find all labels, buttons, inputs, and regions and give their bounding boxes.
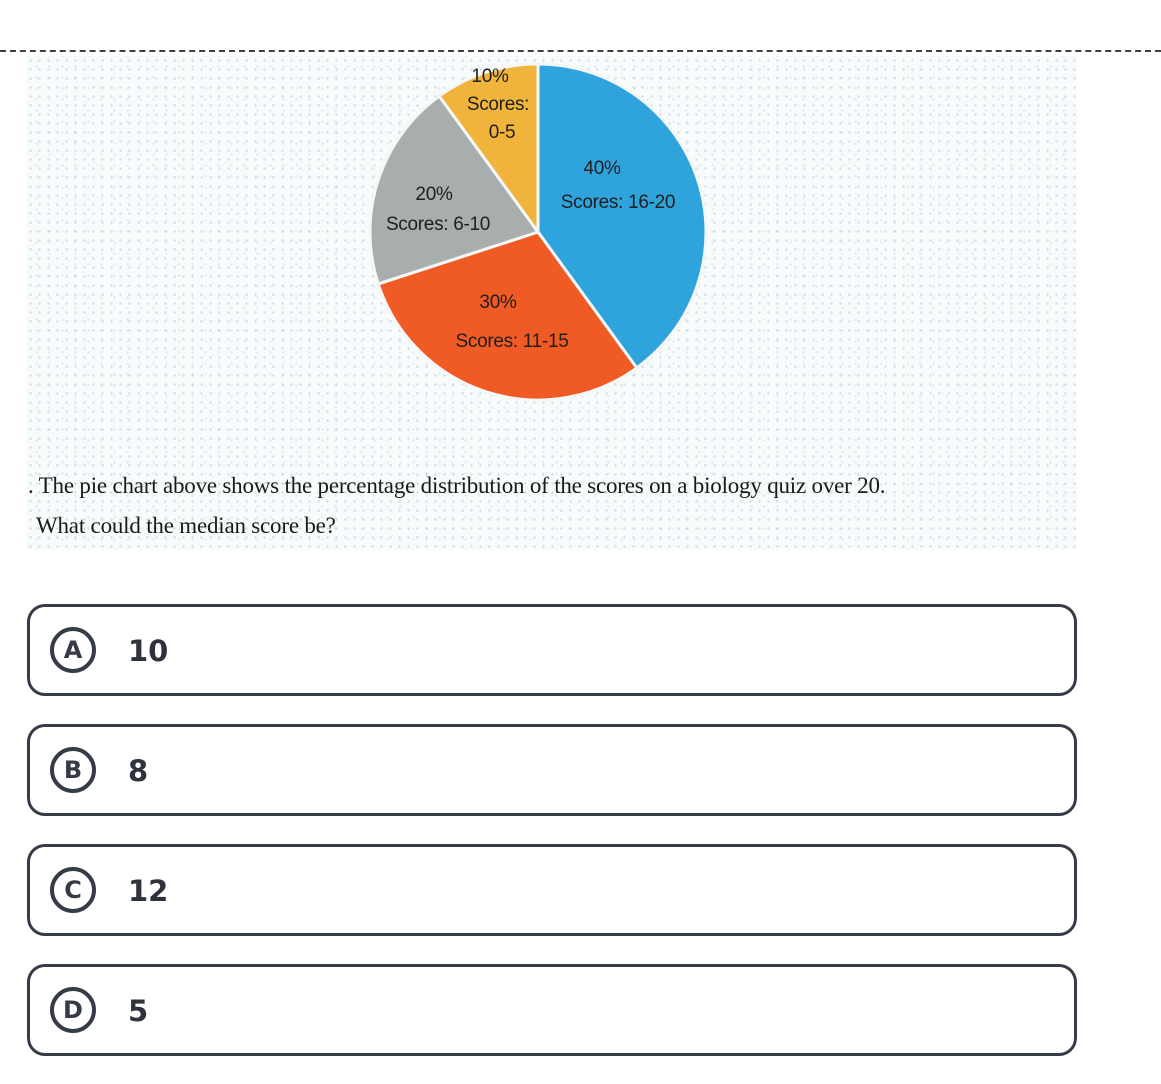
- option-value: 12: [128, 874, 169, 908]
- option-letter-badge: C: [50, 867, 96, 913]
- question-text: [26, 466, 1076, 546]
- option-d[interactable]: [27, 964, 1077, 1056]
- slice-percent-label: 20%: [415, 184, 453, 205]
- question-line-2: What could the median score be?: [36, 513, 336, 538]
- option-letter-badge: D: [50, 987, 96, 1033]
- option-b[interactable]: [27, 724, 1077, 816]
- slice-percent-label: 40%: [583, 158, 621, 179]
- question-image: [26, 56, 1076, 550]
- answer-options: [27, 604, 1077, 1084]
- slice-percent-label: 30%: [479, 292, 517, 313]
- slice-name-label: Scores:: [466, 94, 530, 115]
- option-a[interactable]: [27, 604, 1077, 696]
- option-letter-badge: B: [50, 747, 96, 793]
- slice-range-label: 0-5: [488, 122, 516, 143]
- option-c[interactable]: [27, 844, 1077, 936]
- slice-name-label: Scores: 11-15: [455, 331, 569, 352]
- slice-name-label: Scores: 6-10: [385, 214, 491, 235]
- option-value: 10: [128, 634, 169, 668]
- option-letter-badge: A: [50, 627, 96, 673]
- option-value: 8: [128, 754, 149, 788]
- slice-percent-label: 10%: [471, 66, 509, 87]
- slice-name-label: Scores: 16-20: [560, 192, 676, 213]
- dashed-divider: [0, 50, 1161, 52]
- question-line-1: . The pie chart above shows the percentage distribution of the scores on a biology quiz over 20.: [28, 473, 886, 498]
- option-value: 5: [128, 994, 149, 1028]
